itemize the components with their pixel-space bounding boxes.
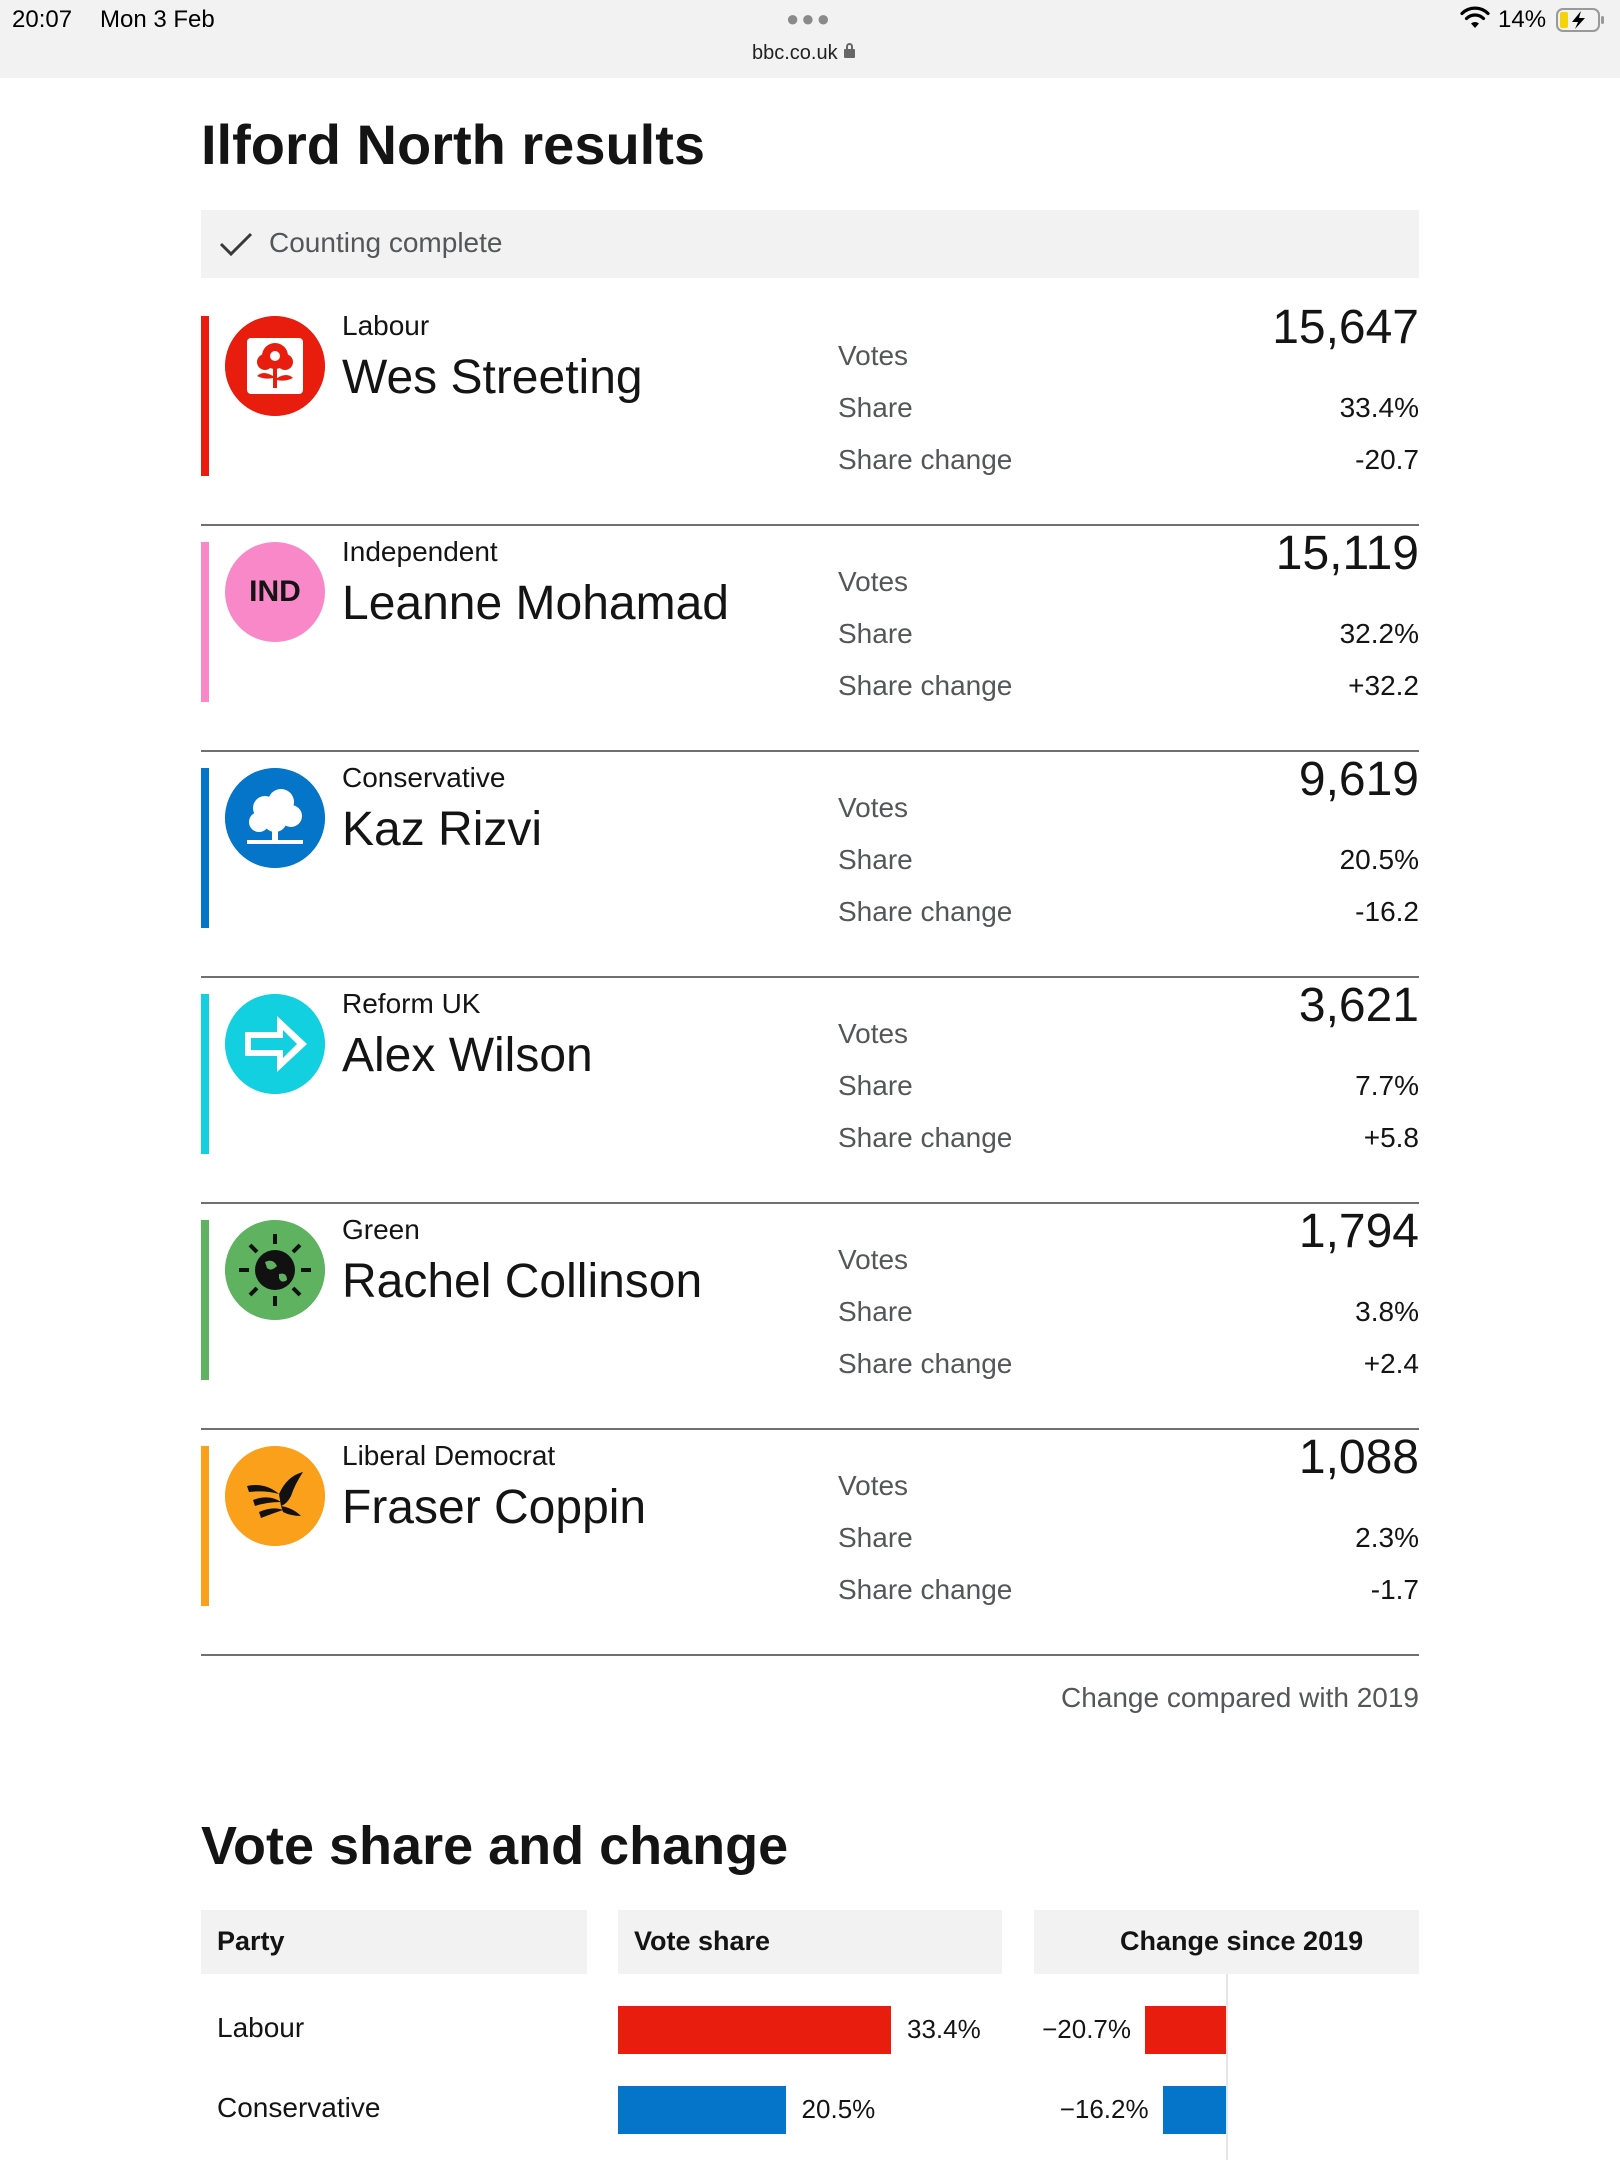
share-label: Share — [838, 618, 913, 649]
header-party — [201, 1910, 587, 1974]
more-dots-icon[interactable]: ●●● — [786, 6, 832, 31]
party-color-stripe — [201, 1220, 209, 1380]
candidate-party: Reform UK — [342, 988, 481, 1019]
candidate-party: Labour — [342, 310, 430, 341]
counting-status-banner — [201, 210, 1419, 278]
status-date: Mon 3 Feb — [100, 6, 215, 33]
candidate-row — [201, 1204, 1419, 1430]
header-vote-share — [618, 1910, 1002, 1974]
votes-label: Votes — [838, 566, 909, 597]
header-party-label: Party — [217, 1926, 285, 1956]
party-color-stripe — [201, 542, 209, 702]
candidate-name: Leanne Mohamad — [342, 577, 729, 630]
party-row-label: Conservative — [217, 2092, 381, 2123]
vote-share-bar — [618, 2006, 891, 2054]
share-value: 2.3% — [1355, 1522, 1419, 1553]
candidate-name: Kaz Rizvi — [342, 803, 543, 856]
share-change-value: -20.7 — [1355, 444, 1419, 475]
labour-rose-icon — [225, 316, 325, 416]
party-color-stripe — [201, 994, 209, 1154]
votes-value: 1,088 — [1298, 1431, 1419, 1484]
vote-share-value: 20.5% — [801, 2094, 876, 2124]
share-value: 33.4% — [1339, 392, 1419, 423]
change-value: −20.7% — [1042, 2014, 1131, 2044]
header-share-label: Vote share — [634, 1926, 771, 1956]
footnote: Change compared with 2019 — [1060, 1682, 1419, 1713]
votes-value: 3,621 — [1298, 979, 1419, 1032]
votes-label: Votes — [838, 1470, 909, 1501]
green-earth-icon — [225, 1220, 325, 1320]
candidate-name: Alex Wilson — [342, 1029, 593, 1082]
header-change — [1034, 1910, 1419, 1974]
reform-arrow-icon — [225, 994, 325, 1094]
conservative-tree-icon — [225, 768, 325, 868]
share-change-value: -1.7 — [1370, 1574, 1419, 1605]
share-change-value: +2.4 — [1363, 1348, 1419, 1379]
candidate-party: Liberal Democrat — [342, 1440, 556, 1471]
share-label: Share — [838, 1070, 913, 1101]
candidate-name: Wes Streeting — [342, 351, 643, 404]
battery-charging-icon — [1556, 8, 1606, 32]
party-row-label: Labour — [217, 2012, 305, 2043]
device-status-bar — [0, 0, 1620, 78]
votes-value: 1,794 — [1298, 1205, 1419, 1258]
share-change-value: -16.2 — [1355, 896, 1419, 927]
address-bar[interactable] — [752, 42, 855, 65]
page-title: Ilford North results — [201, 113, 706, 176]
share-value: 3.8% — [1355, 1296, 1419, 1327]
votes-value: 15,119 — [1275, 527, 1419, 580]
party-color-stripe — [201, 1446, 209, 1606]
libdem-bird-icon — [225, 1446, 325, 1546]
lock-icon — [844, 49, 855, 58]
change-value: −16.2% — [1059, 2094, 1149, 2124]
votes-label: Votes — [838, 1244, 909, 1275]
share-label: Share — [838, 1296, 913, 1327]
url-text: bbc.co.uk — [752, 42, 838, 64]
wifi-icon — [1460, 6, 1490, 30]
share-value: 32.2% — [1339, 618, 1419, 649]
votes-value: 15,647 — [1272, 301, 1419, 354]
battery-percent: 14% — [1498, 6, 1547, 33]
change-bar — [1163, 2086, 1226, 2134]
candidate-party: Green — [342, 1214, 420, 1245]
share-change-label: Share change — [838, 1574, 1013, 1605]
candidate-row — [201, 752, 1419, 978]
share-change-label: Share change — [838, 444, 1013, 475]
candidate-name: Rachel Collinson — [342, 1255, 703, 1308]
candidate-party: Independent — [342, 536, 498, 567]
candidate-row — [201, 300, 1419, 526]
vote-share-value: 33.4% — [907, 2014, 981, 2044]
share-label: Share — [838, 1522, 913, 1553]
share-value: 20.5% — [1339, 844, 1419, 875]
candidate-row — [201, 1430, 1419, 1656]
status-time: 20:07 — [12, 6, 73, 33]
party-color-stripe — [201, 316, 209, 476]
section-title: Vote share and change — [201, 1816, 789, 1876]
candidate-row — [201, 526, 1419, 752]
change-bar — [1145, 2006, 1226, 2054]
share-label: Share — [838, 392, 913, 423]
counting-status-text: Counting complete — [269, 227, 503, 258]
candidate-row — [201, 978, 1419, 1204]
share-value: 7.7% — [1355, 1070, 1419, 1101]
share-change-label: Share change — [838, 896, 1013, 927]
share-change-label: Share change — [838, 1122, 1013, 1153]
votes-label: Votes — [838, 340, 909, 371]
party-color-stripe — [201, 768, 209, 928]
candidate-name: Fraser Coppin — [342, 1481, 647, 1534]
share-change-value: +32.2 — [1348, 670, 1419, 701]
share-change-label: Share change — [838, 670, 1013, 701]
independent-logo-icon — [225, 542, 325, 642]
check-icon — [219, 230, 253, 258]
change-axis-line — [1226, 1974, 1228, 2160]
independent-logo-text: IND — [249, 575, 301, 608]
header-change-label: Change since 2019 — [1120, 1926, 1364, 1956]
share-label: Share — [838, 844, 913, 875]
share-change-label: Share change — [838, 1348, 1013, 1379]
share-change-value: +5.8 — [1363, 1122, 1419, 1153]
candidate-party: Conservative — [342, 762, 506, 793]
votes-label: Votes — [838, 1018, 909, 1049]
vote-share-bar — [618, 2086, 786, 2134]
votes-value: 9,619 — [1298, 753, 1419, 806]
votes-label: Votes — [838, 792, 909, 823]
